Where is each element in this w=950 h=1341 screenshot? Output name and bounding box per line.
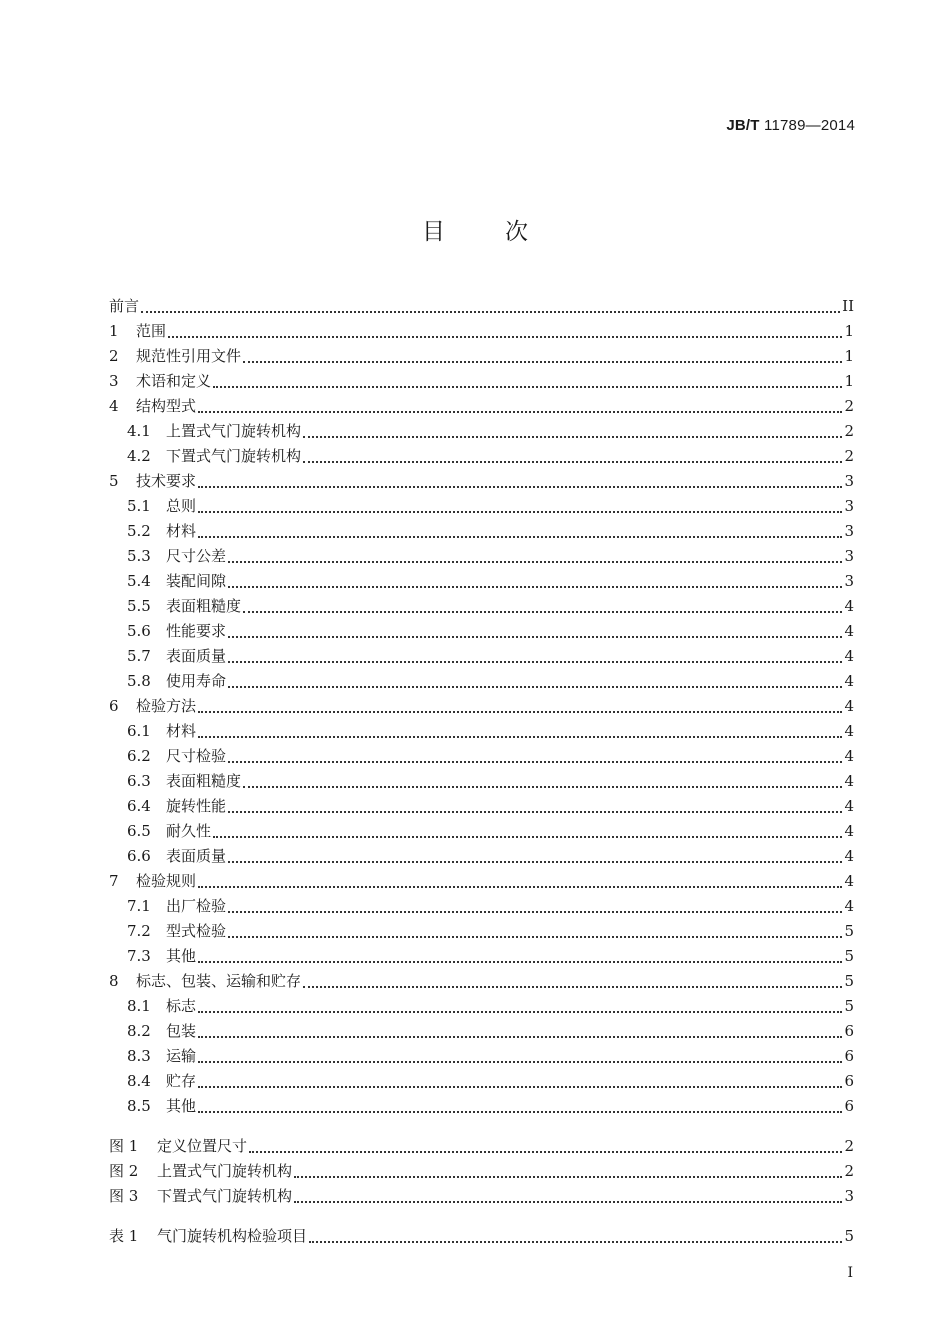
dot-leader [198,885,842,888]
page-title: 目次 [422,219,588,245]
toc-entry-number: 6.5 [127,822,151,840]
toc-entry-number: 8.4 [127,1072,151,1090]
dot-leader [303,435,842,438]
toc-entry-title: 材料 [166,722,197,740]
toc-entry-page: 6 [844,1047,854,1065]
toc-entry-number: 1 [109,322,119,340]
toc-entry-title: 其他 [166,947,197,965]
toc-entry[interactable] [109,569,854,594]
toc-entry[interactable] [109,294,854,319]
toc-entry-title: 上置式气门旋转机构 [157,1162,293,1180]
toc-entry-title: 下置式气门旋转机构 [166,447,302,465]
dot-leader [213,385,842,388]
toc-entry-title: 结构型式 [136,397,197,415]
toc-entry[interactable] [109,1019,854,1044]
toc-entry-number: 表 1 [109,1227,139,1245]
toc-entry-page: 2 [844,1162,854,1180]
toc-entry-page: 4 [844,597,854,615]
toc-entry-number: 7.3 [127,947,151,965]
toc-entry[interactable] [109,1044,854,1069]
dot-leader [228,660,842,663]
spacer [109,1209,854,1224]
toc-entry-title: 表面质量 [166,647,227,665]
toc-entry-number: 6.3 [127,772,151,790]
toc-entry-page: 4 [844,622,854,640]
toc-entry-number: 8.3 [127,1047,151,1065]
dot-leader [198,735,842,738]
dot-leader [198,410,842,413]
toc-entry-page: 5 [844,947,854,965]
toc-entry-number: 4 [109,397,119,415]
dot-leader [243,360,842,363]
toc-entry-title: 检验规则 [136,872,197,890]
toc-entry-number: 7.1 [127,897,151,915]
dot-leader [243,610,842,613]
toc-entry-number: 图 2 [109,1162,139,1180]
dot-leader [249,1150,842,1153]
toc-entry[interactable] [109,1134,854,1159]
toc-entry[interactable] [109,419,854,444]
toc-entry-number: 5.8 [127,672,151,690]
toc-entry[interactable] [109,319,854,344]
toc-entry-number: 5.3 [127,547,151,565]
dot-leader [228,935,842,938]
toc-entry-page: 2 [844,397,854,415]
toc-entry-title: 标志 [166,997,197,1015]
toc-entry-page: 4 [844,872,854,890]
toc-entry[interactable] [109,794,854,819]
toc-entry[interactable] [109,644,854,669]
toc-entry-page: 1 [844,322,854,340]
toc-entry[interactable] [109,719,854,744]
toc-entry-page: 4 [844,772,854,790]
toc-entry-page: 4 [844,847,854,865]
toc-entry-page: 3 [844,547,854,565]
toc-entry-title: 使用寿命 [166,672,227,690]
toc-entry-number: 5.1 [127,497,151,515]
toc-entry[interactable] [109,769,854,794]
toc-entry-title: 性能要求 [166,622,227,640]
standard-code-prefix: JB/T [726,117,760,134]
dot-leader [228,685,842,688]
toc-entry[interactable] [109,469,854,494]
toc-entry-title: 气门旋转机构检验项目 [157,1227,308,1245]
toc-entry-page: 5 [844,972,854,990]
toc-entry-page: 6 [844,1022,854,1040]
toc-entry-title: 耐久性 [166,822,212,840]
toc-entry-page: 4 [844,822,854,840]
dot-leader [213,835,842,838]
dot-leader [228,910,842,913]
dot-leader [198,535,842,538]
toc-entry[interactable] [109,919,854,944]
toc-entry-number: 6.6 [127,847,151,865]
toc-entry-page: 3 [844,1187,854,1205]
toc-entry[interactable] [109,1184,854,1209]
toc-entry[interactable] [109,1224,854,1249]
toc-entry[interactable] [109,594,854,619]
dot-leader [198,1035,842,1038]
toc-entry-page: 1 [844,347,854,365]
toc-entry-number: 5.6 [127,622,151,640]
dot-leader [303,460,842,463]
toc-entry-page: 1 [844,372,854,390]
toc-entry[interactable] [109,444,854,469]
toc-entry-page: 5 [844,997,854,1015]
toc-entry[interactable] [109,969,854,994]
dot-leader [228,635,842,638]
toc-entry-number: 7 [109,872,119,890]
toc-entry-title: 装配间隙 [166,572,227,590]
toc-entry-page: 4 [844,647,854,665]
dot-leader [168,335,842,338]
toc-entry-title: 包装 [166,1022,197,1040]
toc-entry-number: 5 [109,472,119,490]
toc-entry-page: 4 [844,672,854,690]
toc-entry-number: 6.1 [127,722,151,740]
toc-entry-number: 4.1 [127,422,151,440]
dot-leader [228,560,842,563]
dot-leader [198,485,842,488]
toc-entry-page: 2 [844,447,854,465]
toc-entry-number: 5.5 [127,597,151,615]
toc-entry-page: 4 [844,697,854,715]
toc-entry-title: 贮存 [166,1072,197,1090]
dot-leader [243,785,842,788]
toc-entry[interactable] [109,994,854,1019]
toc-entry-number: 6 [109,697,119,715]
toc-entry-number: 3 [109,372,119,390]
dot-leader [228,810,842,813]
toc-entry[interactable] [109,619,854,644]
toc-entry-title: 表面质量 [166,847,227,865]
toc-entry-number: 8.5 [127,1097,151,1115]
dot-leader [303,985,842,988]
toc-entry-number: 5.4 [127,572,151,590]
toc-entry[interactable] [109,744,854,769]
toc-entry-page: 3 [844,497,854,515]
dot-leader [141,310,840,313]
toc-entry-page: 4 [844,897,854,915]
toc-entry-title: 表面粗糙度 [166,772,242,790]
toc-entry-title: 技术要求 [136,472,197,490]
toc-entry-title: 定义位置尺寸 [157,1137,248,1155]
dot-leader [198,1060,842,1063]
toc-entry-number: 图 1 [109,1137,139,1155]
toc-entry-page: 3 [844,522,854,540]
toc-entry-number: 8.1 [127,997,151,1015]
dot-leader [198,1010,842,1013]
toc-entry-number: 图 3 [109,1187,139,1205]
dot-leader [309,1240,842,1243]
toc-entry[interactable] [109,844,854,869]
toc-entry-page: 2 [844,1137,854,1155]
dot-leader [198,510,842,513]
toc-entry-title: 运输 [166,1047,197,1065]
toc-entry[interactable] [109,944,854,969]
toc-entry-number: 8 [109,972,119,990]
toc-entry-page: 5 [844,1227,854,1245]
toc-entry-page: 4 [844,797,854,815]
standard-code [726,117,855,134]
toc-entry-number: 8.2 [127,1022,151,1040]
toc-entry-title: 范围 [136,322,167,340]
toc-entry[interactable] [109,519,854,544]
toc-entry[interactable] [109,1069,854,1094]
toc-entry[interactable] [109,494,854,519]
toc-entry-title: 下置式气门旋转机构 [157,1187,293,1205]
dot-leader [228,860,842,863]
dot-leader [228,760,842,763]
toc-entry-title: 尺寸检验 [166,747,227,765]
dot-leader [294,1175,842,1178]
toc-entry-page: 5 [844,922,854,940]
toc-entry-page: II [842,297,854,315]
toc-entry-title: 尺寸公差 [166,547,227,565]
toc-entry-page: 3 [844,472,854,490]
toc-entry-page: 6 [844,1072,854,1090]
toc-entry-page: 4 [844,747,854,765]
dot-leader [198,1110,842,1113]
toc-entry[interactable] [109,394,854,419]
dot-leader [228,585,842,588]
toc-entry-title: 总则 [166,497,197,515]
toc-entry-title: 检验方法 [136,697,197,715]
toc-entry-title: 材料 [166,522,197,540]
dot-leader [198,1085,842,1088]
toc-entry-page: 3 [844,572,854,590]
toc-entry[interactable] [109,694,854,719]
toc-entry-number: 5.2 [127,522,151,540]
toc-entry-number: 2 [109,347,119,365]
toc-entry-page: 2 [844,422,854,440]
toc-entry-title: 其他 [166,1097,197,1115]
toc-entry-number: 6.2 [127,747,151,765]
toc-entry-title: 表面粗糙度 [166,597,242,615]
toc-entry-page: 6 [844,1097,854,1115]
toc-entry-title: 术语和定义 [136,372,212,390]
dot-leader [294,1200,842,1203]
toc-entry-title: 出厂检验 [166,897,227,915]
toc-entry[interactable] [109,1159,854,1184]
toc-entry-number: 7.2 [127,922,151,940]
toc-entry-title: 前言 [109,297,140,315]
toc-entry[interactable] [109,544,854,569]
toc-entry[interactable] [109,669,854,694]
toc-entry[interactable] [109,1094,854,1119]
toc-entry-title: 标志、包装、运输和贮存 [136,972,302,990]
toc-entry[interactable] [109,819,854,844]
spacer [109,1119,854,1134]
toc-entry-title: 规范性引用文件 [136,347,242,365]
page-number: I [847,1265,853,1281]
dot-leader [198,960,842,963]
dot-leader [198,710,842,713]
toc-entry-number: 4.2 [127,447,151,465]
toc-entry[interactable] [109,369,854,394]
toc-entry[interactable] [109,344,854,369]
toc-entry-title: 上置式气门旋转机构 [166,422,302,440]
toc-entry[interactable] [109,869,854,894]
toc-entry[interactable] [109,894,854,919]
toc-entry-number: 6.4 [127,797,151,815]
toc-entry-page: 4 [844,722,854,740]
toc-entry-number: 5.7 [127,647,151,665]
toc-entry-title: 旋转性能 [166,797,227,815]
toc-entry-title: 型式检验 [166,922,227,940]
table-of-contents [109,294,854,1249]
standard-code-number: 11789—2014 [759,117,855,134]
